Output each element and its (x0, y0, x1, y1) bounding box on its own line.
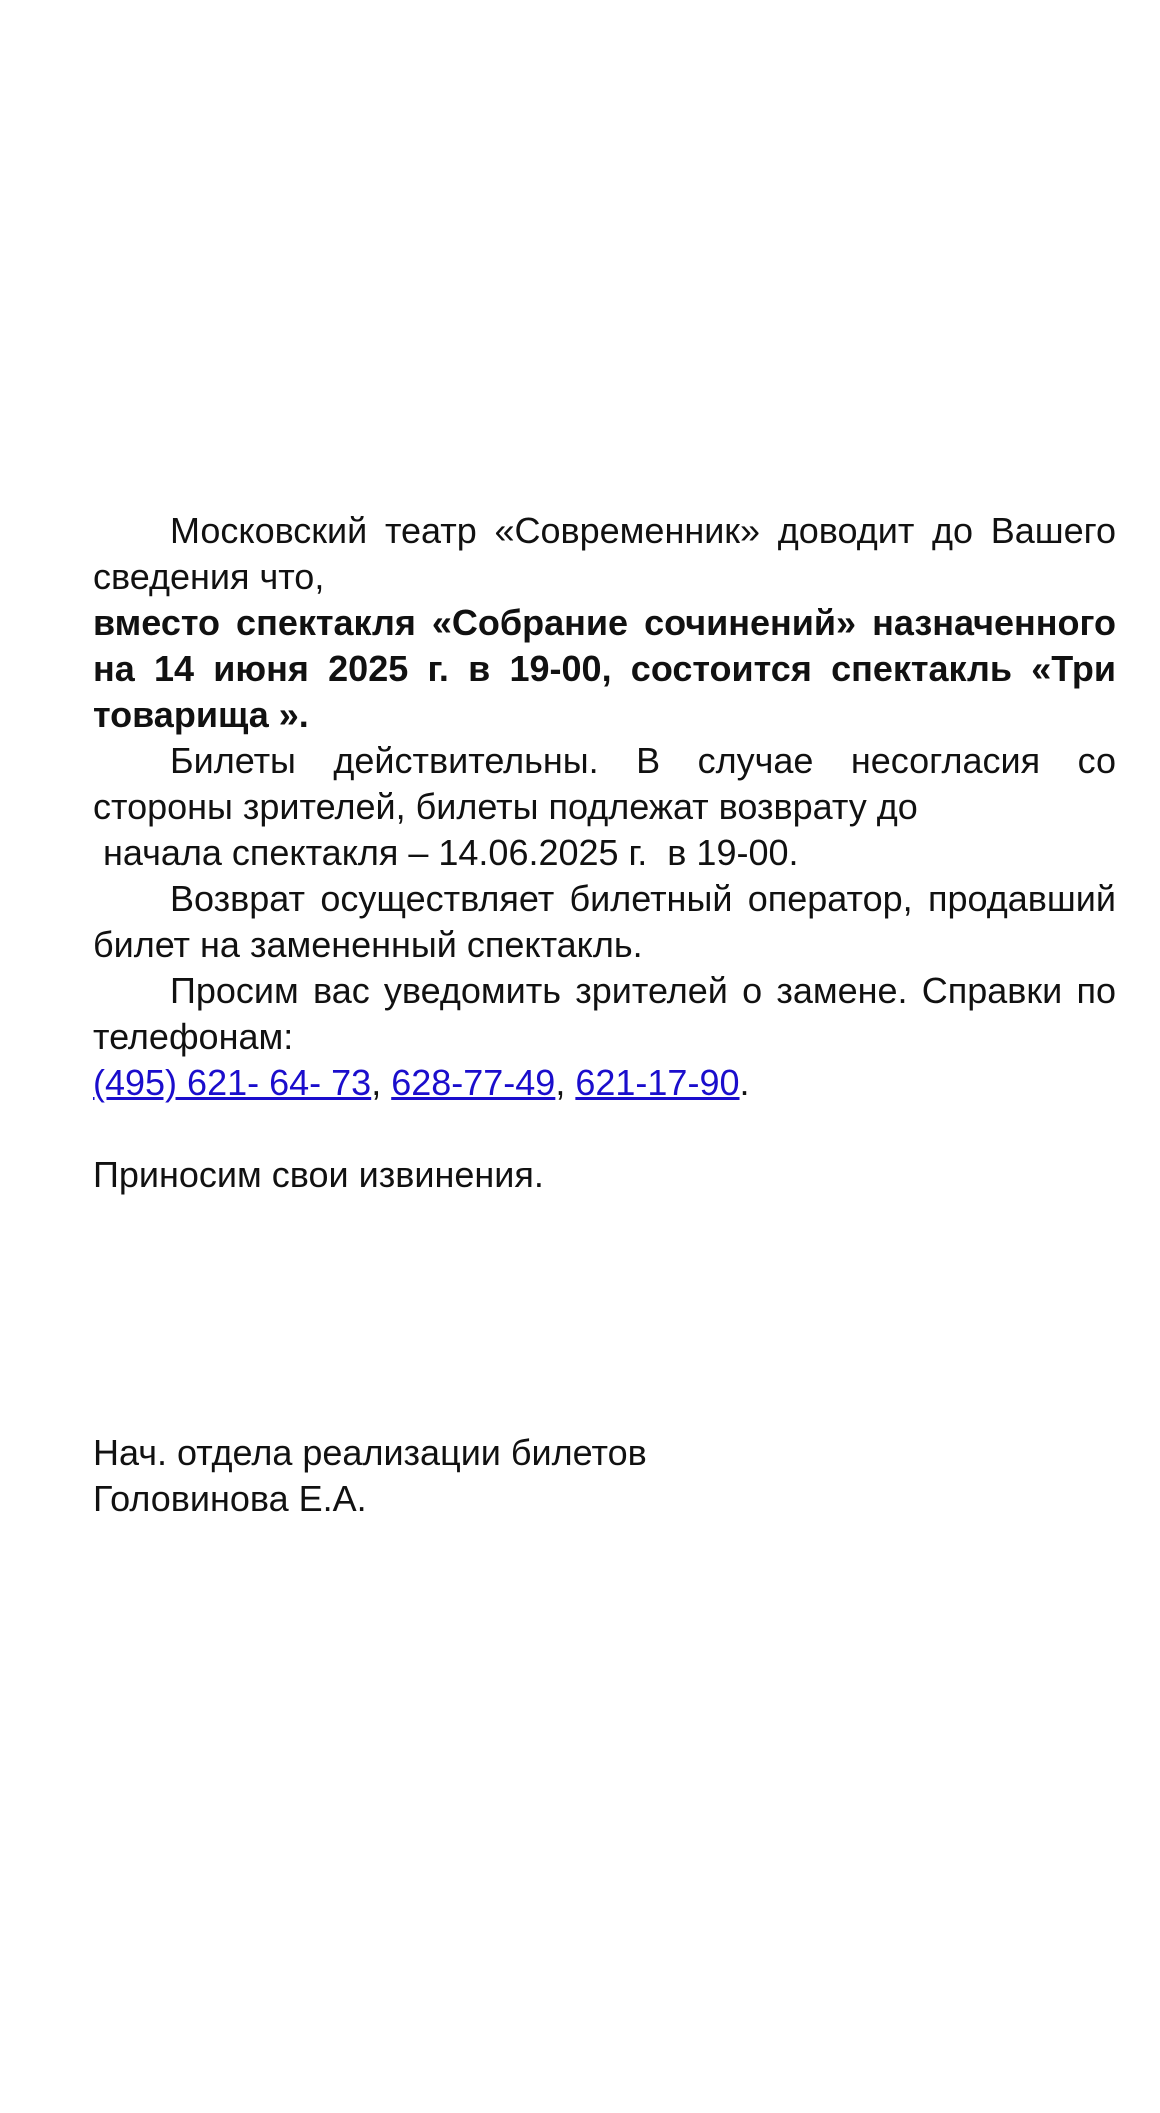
bold-statement: вместо спектакля «Собрание сочинений» назначенного на 14 июня 2025 г. в 19-00, состоится спектакль «Три товарища ». (93, 602, 1116, 735)
phone-separator-1: , (371, 1062, 392, 1103)
phone-link-3[interactable]: 621-17-90 (575, 1062, 740, 1103)
signature-position: Нач. отдела реализации билетов (93, 1432, 647, 1473)
blank-line (93, 1106, 1116, 1152)
request-paragraph: Просим вас уведомить зрителей о замене. Справки по телефонам: (93, 970, 1116, 1057)
intro-paragraph: Московский театр «Современник» доводит до Вашего сведения что, (93, 510, 1116, 597)
phone-link-1[interactable]: (495) 621- 64- 73 (93, 1062, 372, 1103)
apology-line: Приносим свои извинения. (93, 1154, 544, 1195)
phone-link-2[interactable]: 628-77-49 (391, 1062, 556, 1103)
signature-block (93, 1430, 647, 1522)
signature-name: Головинова Е.А. (93, 1478, 367, 1519)
tickets-line-2: начала спектакля – 14.06.2025 г. в 19-00. (93, 832, 799, 873)
tickets-line-1: Билеты действительны. В случае несогласия со стороны зрителей, билеты подлежат возврату до (93, 740, 1116, 827)
phone-end: . (739, 1062, 750, 1103)
phones-line (93, 1060, 1116, 1106)
phone-separator-2: , (555, 1062, 576, 1103)
notice-body (93, 508, 1116, 1198)
tickets-paragraph (93, 738, 1116, 876)
refund-paragraph: Возврат осуществляет билетный оператор, продавший билет на замененный спектакль. (93, 878, 1116, 965)
